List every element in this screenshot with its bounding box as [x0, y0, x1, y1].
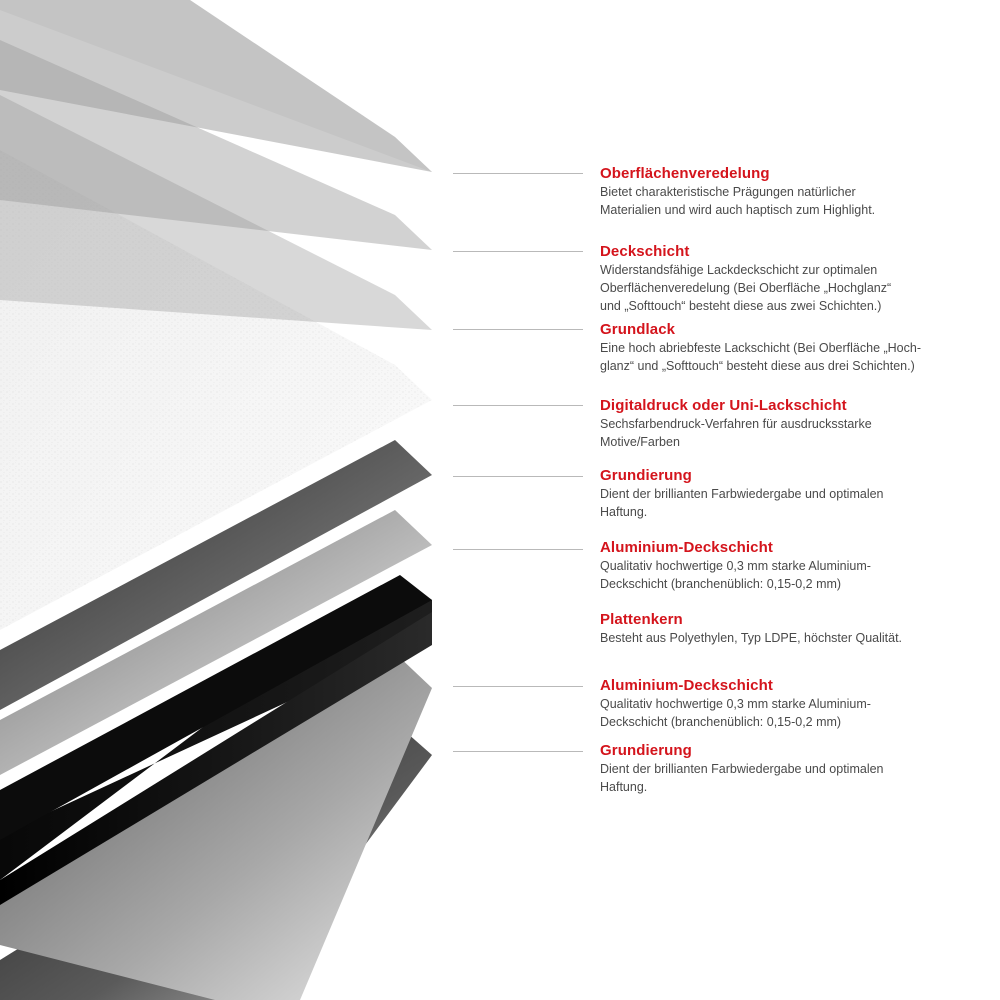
label-aluminium-bottom [600, 677, 980, 731]
label-finish [600, 165, 980, 219]
layer-description: Eine hoch abriebfeste Lackschicht (Bei Oberfläche „Hoch- glanz“ und „Softtouch“ besteht diese aus drei Schichten.) [600, 341, 921, 373]
layer-title: Grundlack [600, 321, 676, 338]
label-aluminium-top [600, 539, 980, 593]
layer-title: Oberflächenveredelung [600, 165, 770, 182]
layer-description: Qualitativ hochwertige 0,3 mm starke Aluminium- Deckschicht (branchenüblich: 0,15-0,2 mm) [600, 697, 871, 729]
label-core [600, 611, 980, 647]
layer-title: Grundierung [600, 467, 692, 484]
layer-title: Grundierung [600, 742, 692, 759]
layer-description: Dient der brillianten Farbwiedergabe und optimalen Haftung. [600, 762, 884, 794]
label-top-coat [600, 243, 980, 315]
label-primer-bottom [600, 742, 980, 796]
layer-title: Digitaldruck oder Uni-Lackschicht [600, 397, 847, 414]
layer-description: Bietet charakteristische Prägungen natürlicher Materialien und wird auch haptisch zum Highlight. [600, 185, 876, 217]
layer-title: Deckschicht [600, 243, 690, 260]
label-base-lacquer [600, 321, 980, 375]
layer-title: Aluminium-Deckschicht [600, 677, 773, 694]
layer-title: Aluminium-Deckschicht [600, 539, 773, 556]
layer-description: Qualitativ hochwertige 0,3 mm starke Aluminium- Deckschicht (branchenüblich: 0,15-0,2 mm) [600, 559, 871, 591]
layer-description: Widerstandsfähige Lackdeckschicht zur optimalen Oberflächenveredelung (Bei Oberfläche „Hochglanz“ und „Softtouch“ besteht diese aus zwei Schichten.) [600, 263, 892, 313]
layer-description: Dient der brillianten Farbwiedergabe und optimalen Haftung. [600, 487, 884, 519]
layer-title: Plattenkern [600, 611, 683, 628]
layer-description: Sechsfarbendruck-Verfahren für ausdrucksstarke Motive/Farben [600, 417, 872, 449]
label-print [600, 397, 980, 451]
label-primer-top [600, 467, 980, 521]
layer-description: Besteht aus Polyethylen, Typ LDPE, höchster Qualität. [600, 631, 903, 645]
